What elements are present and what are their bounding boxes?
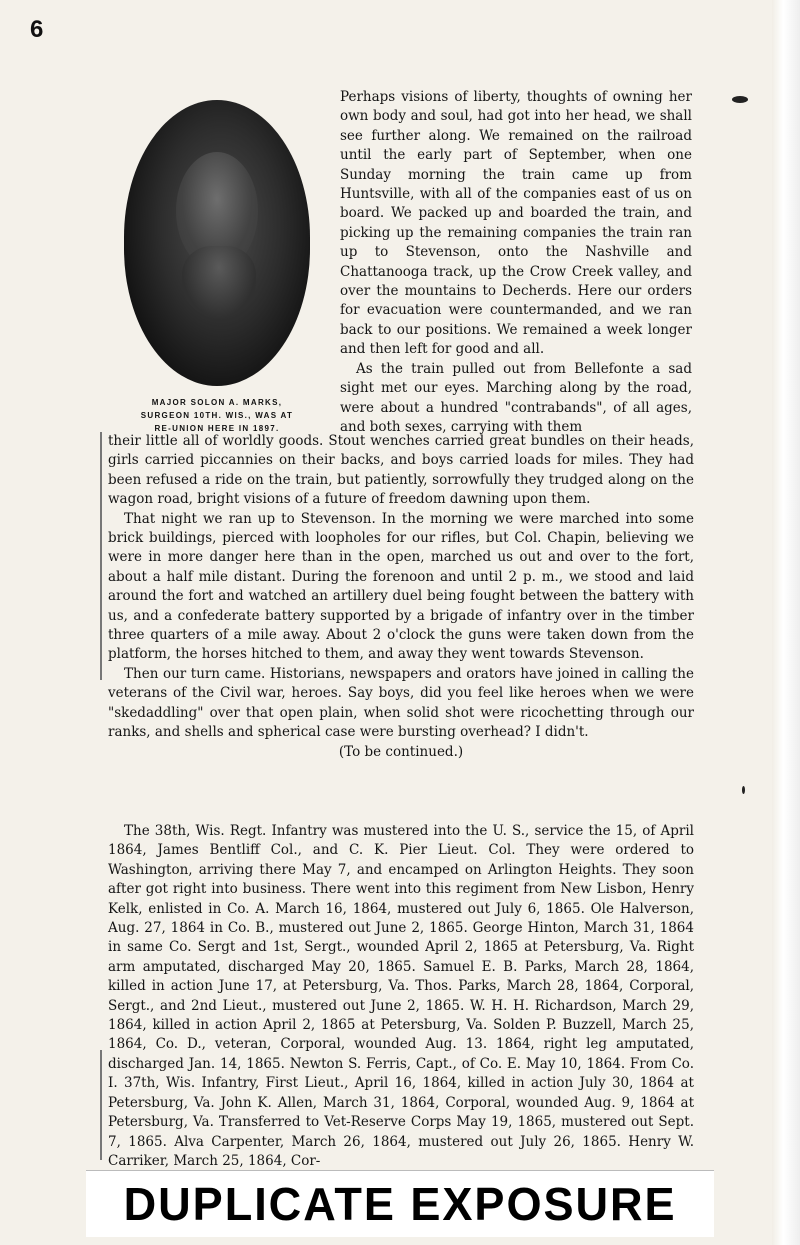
ink-speck — [742, 786, 745, 794]
paragraph: Perhaps visions of liberty, thoughts of owning her own body and soul, had got into her head, we shall see further along. We remained on the railroad until the early part of September, when one Sunday morning the train came up from Huntsville, with all of the companies east of us on board. We packed up and boarded the train, and picking up the remaining companies the train ran up to Stevenson, onto the Nashville and Chattanooga track, up the Crow Creek valley, and over the mountains to Decherds. Here our orders for evacuation were countermanded, and we ran back to our positions. We remained a week longer and then left for good and all. — [340, 89, 692, 358]
paragraph: Then our turn came. Historians, newspapers and orators have joined in calling the veterans of the Civil war, heroes. Say boys, did you feel like heroes when we were "skedaddling" over that open plain, when solid shot were ricochetting through our ranks, and shells and spherical case were bursting overhead? I didn't. — [108, 665, 694, 741]
paragraph: As the train pulled out from Bellefonte a sad sight met our eyes. Marching along by the road, were about a hundred "contrabands", of all ages, and both sexes, carrying with them — [340, 360, 692, 435]
caption-line: RE-UNION HERE IN 1897. — [154, 424, 280, 433]
caption-line: SURGEON 10TH. WIS., WAS AT — [140, 411, 294, 420]
stamp-label: DUPLICATE EXPOSURE — [123, 1178, 677, 1230]
portrait-beard — [182, 246, 256, 318]
regiment-article — [108, 822, 694, 1171]
paragraph: That night we ran up to Stevenson. In the morning we were marched into some brick buildings, pierced with loopholes for our rifles, but Col. Chapin, believing we were in more danger here than in the open, marched us out and over to the fort, about a half mile distant. During the forenoon and until 2 p. m., we stood and laid around the fort and watched an artillery duel being fought between the battery with us, and a confederate battery supported by a brigade of infantry over in the timber three quarters of a mile away. About 2 o'clock the guns were taken down from the platform, the horses hitched to them, and away they went towards Stevenson. — [108, 510, 694, 663]
page-number: 6 — [30, 16, 44, 43]
page-edge-scan-border — [772, 0, 800, 1245]
left-margin-rule — [100, 432, 102, 680]
to-be-continued: (To be continued.) — [338, 743, 464, 760]
ink-smudge — [732, 96, 748, 103]
duplicate-exposure-stamp — [86, 1170, 714, 1237]
portrait-block — [104, 100, 330, 435]
paragraph: The 38th, Wis. Regt. Infantry was mustered into the U. S., service the 15, of April 1864, James Bentliff Col., and C. K. Pier Lieut. Col. They were ordered to Washington, arriving there May 7, and encamped on Arlington Heights. They soon after got right into business. There went into this regiment from New Lisbon, Henry Kelk, enlisted in Co. A. March 16, 1864, mustered out July 6, 1865. Ole Halverson, Aug. 27, 1864 in Co. B., mustered out June 2, 1865. George Hinton, March 31, 1864 in same Co. Sergt and 1st, Sergt., wounded April 2, 1865 at Petersburg, Va. Right arm amputated, discharged May 20, 1865. Samuel E. B. Parks, March 28, 1864, killed in action June 17, at Petersburg, Va. Thos. Parks, March 28, 1864, Corporal, Sergt., and 2nd Lieut., mustered out June 2, 1865. W. H. H. Richardson, March 29, 1864, killed in action April 2, 1865 at Petersburg, Va. Solden P. Buzzell, March 25, 1864, Co. D., veteran, Corporal, wounded Aug. 13. 1864, right leg amputated, discharged Jan. 14, 1865. Newton S. Ferris, Capt., of Co. E. May 10, 1864. From Co. I. 37th, Wis. Infantry, First Lieut., April 16, 1864, killed in action July 30, 1864 at Petersburg, Va. John K. Allen, March 31, 1864, Corporal, wounded Aug. 9, 1864 at Petersburg, Va. Transferred to Vet-Reserve Corps May 19, 1865, mustered out Sept. 7, 1865. Alva Carpenter, March 26, 1864, mustered out July 26, 1865. Henry W. Carriker, March 25, 1864, Cor- — [108, 823, 694, 1169]
paragraph: their little all of worldly goods. Stout wenches carried great bundles on their heads, girls carried piccannies on their backs, and boys carried loads for miles. They had been refused a ride on the train, but patiently, sorrowfully they trudged along on the wagon road, bright visions of a future of freedom dawning upon them. — [108, 433, 694, 508]
left-margin-rule-lower — [100, 1050, 102, 1160]
article-top-column — [340, 88, 692, 437]
portrait-caption — [104, 396, 330, 435]
portrait-photo-icon — [124, 100, 310, 386]
article-full-column — [108, 432, 694, 762]
caption-line: MAJOR SOLON A. MARKS, — [151, 398, 283, 407]
